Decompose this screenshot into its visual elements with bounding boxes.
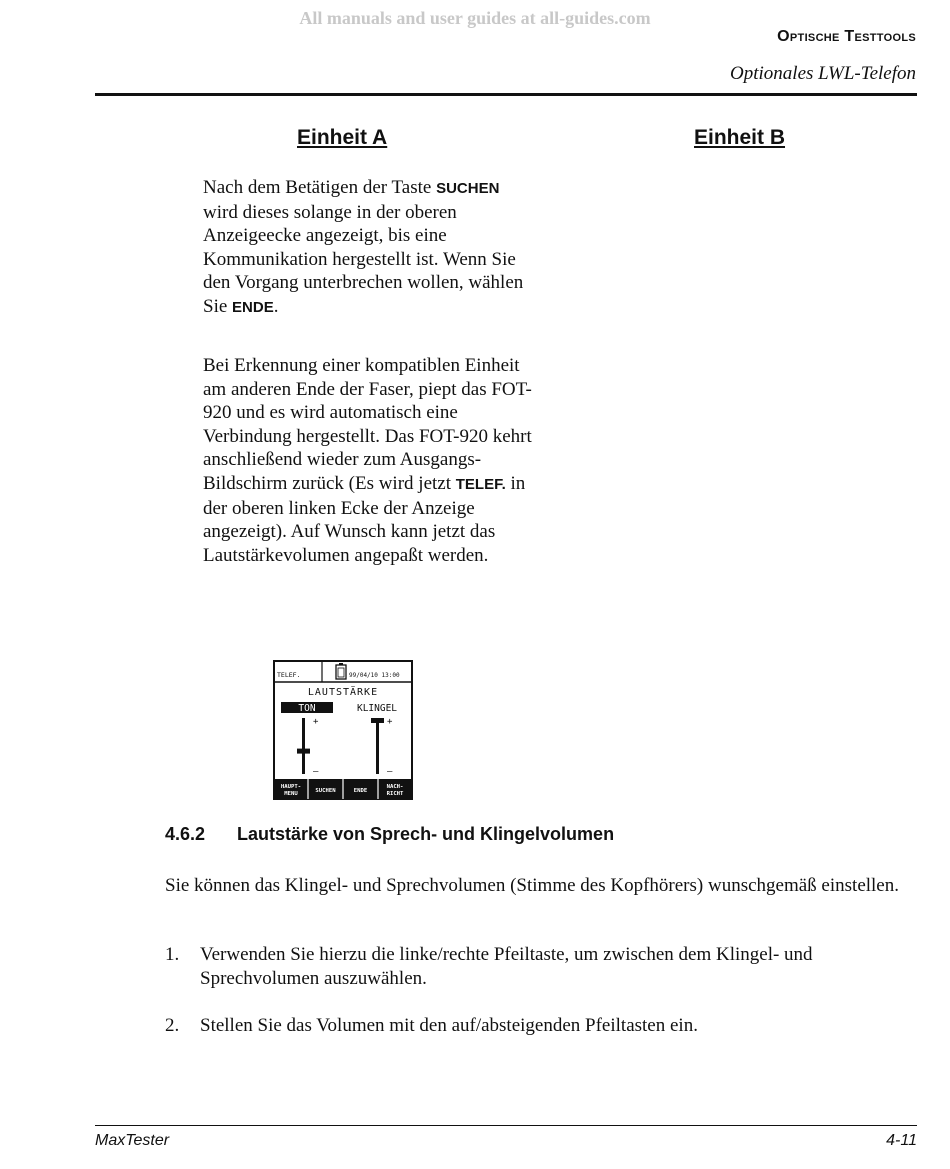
keyword-ende: ENDE (232, 298, 274, 316)
softkey-nachricht-line1: NACH- (386, 784, 404, 790)
ton-minus-label: – (313, 767, 319, 777)
footer-product: MaxTester (95, 1132, 170, 1149)
keyword-suchen: SUCHEN (436, 180, 500, 197)
klingel-slider-knob (371, 718, 384, 723)
ton-slider-knob (297, 749, 310, 754)
list-item (165, 943, 925, 991)
volume-title: LAUTSTÄRKE (307, 687, 379, 698)
list-item (165, 1014, 925, 1038)
klingel-minus-label: – (387, 767, 393, 777)
section-subtitle: Optionales LWL-Telefon (730, 63, 916, 84)
mode-indicator: TELEF. (277, 671, 301, 679)
section-heading (165, 824, 614, 845)
column-heading-unit-b: Einheit B (694, 126, 786, 149)
list-number: 2. (165, 1015, 180, 1036)
list-number: 1. (165, 944, 180, 965)
footer-rule (95, 1125, 917, 1126)
device-screen-illustration (273, 660, 413, 800)
klingel-plus-label: + (387, 717, 393, 727)
intro-paragraph: Sie können das Klingel- und Sprechvolumen (Stimme des Kopfhörers) wunschgemäß einstellen. (165, 875, 899, 896)
column-heading-unit-a: Einheit A (297, 126, 388, 149)
watermark: All manuals and user guides at all-guides.com (299, 8, 651, 28)
softkey-ende: ENDE (353, 788, 368, 794)
softkey-nachricht-line2: RICHT (386, 791, 404, 797)
datetime-readout: 99/04/10 13:00 (349, 672, 400, 679)
page-number: 4-11 (886, 1132, 917, 1149)
section-title: Lautstärke von Sprech- und Klingelvolumen (237, 824, 615, 844)
ton-plus-label: + (313, 717, 319, 727)
keyword-telef: TELEF. (455, 475, 506, 493)
header-rule (95, 93, 917, 96)
list-text: Verwenden Sie hierzu die linke/rechte Pfeiltaste, um zwischen dem Klingel- und Sprechvolumen auszuwählen. (200, 944, 813, 989)
softkey-hauptmenu-line2: MENU (284, 791, 298, 797)
section-number: 4.6.2 (165, 824, 206, 844)
softkey-suchen: SUCHEN (315, 788, 336, 794)
list-text: Stellen Sie das Volumen mit den auf/absteigenden Pfeiltasten ein. (200, 1015, 698, 1036)
paragraph-connection: Bei Erkennung einer kompatiblen Einheit am anderen Ende der Faser, piept das FOT-920 und es wird automatisch eine Verbindung hergestellt. Das FOT-920 kehrt anschließend wieder zum Ausgangs-Bildschirm zurück (Es wird jetzt TELEF. in der oberen linken Ecke der Anzeige angezeigt). Auf Wunsch kann jetzt das Lautstärkevolumen angepaßt werden. (203, 355, 532, 566)
chapter-title: Optische Testtools (777, 28, 916, 45)
klingel-label: KLINGEL (356, 703, 398, 714)
paragraph-search: Nach dem Betätigen der Taste SUCHEN wird dieses solange in der oberen Anzeigeecke angezeigt, bis eine Kommunikation hergestellt ist. Wenn Sie den Vorgang unterbrechen wollen, wählen Sie ENDE. (203, 177, 524, 317)
softkey-hauptmenu-line1: HAUPT- (280, 784, 302, 790)
battery-icon (336, 663, 346, 679)
ton-label: TON (298, 703, 316, 714)
